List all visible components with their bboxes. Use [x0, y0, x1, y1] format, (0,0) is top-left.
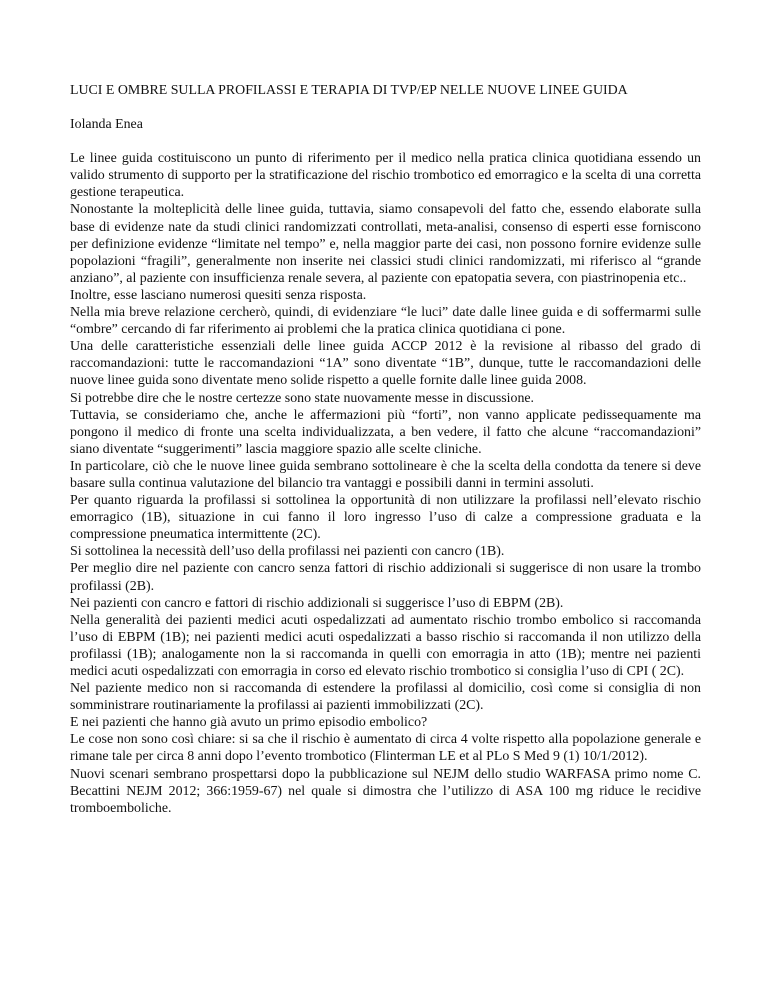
paragraph: In particolare, ciò che le nuove linee guida sembrano sottolineare è che la scelta della condotta da tenere si deve basare sulla continua valutazione del bilancio tra vantaggi e possibili danni in termini assoluti.: [70, 458, 701, 491]
paragraph: Per quanto riguarda la profilassi si sottolinea la opportunità di non utilizzare la profilassi nell’elevato rischio emorragico (1B), situazione in cui fanno il loro ingresso l’uso di calze a compressione graduata e la compressione pneumatica intermittente (2C).: [70, 493, 701, 543]
paragraph: Nonostante la molteplicità delle linee guida, tuttavia, siamo consapevoli del fatto che, essendo elaborate sulla base di evidenze nate da studi clinici randomizzati controllati, meta-analisi, consenso di esperti esse forniscono per definizione evidenze “limitate nel tempo” e, nella maggior parte dei casi, non possono fornire evidenze sulle popolazioni “fragili”, generalmente non inserite nei classici studi clinici randomizzati, mi riferisco al “grande anziano”, al paziente con insufficienza renale severa, al paziente con epatopatia severa, con piastrinopenia etc..: [70, 202, 701, 286]
document-page: [70, 82, 701, 817]
paragraph: Tuttavia, se consideriamo che, anche le affermazioni più “forti”, non vanno applicate pedissequamente ma pongono il medico di fronte una scelta individualizzata, a ben vedere, il fatto che alcune “raccomandazioni” siano diventate “suggerimenti” lascia maggiore spazio alle scelte cliniche.: [70, 407, 701, 457]
paragraph: Le linee guida costituiscono un punto di riferimento per il medico nella pratica clinica quotidiana essendo un valido strumento di supporto per la stratificazione del rischio trombotico ed emorragico e la scelta di una corretta gestione terapeutica.: [70, 151, 701, 201]
author-name: Iolanda Enea: [70, 117, 143, 133]
paragraph: Nuovi scenari sembrano prospettarsi dopo la pubblicazione sul NEJM dello studio WARFASA primo nome C. Becattini NEJM 2012; 366:1959-67) nel quale si dimostra che l’utilizzo di ASA 100 mg riduce le recidive tromboemboliche.: [70, 766, 701, 816]
document-body: [70, 150, 701, 817]
paragraph: Per meglio dire nel paziente con cancro senza fattori di rischio addizionali si suggerisce di non usare la trombo profilassi (2B).: [70, 561, 701, 594]
paragraph: Le cose non sono così chiare: si sa che il rischio è aumentato di circa 4 volte rispetto alla popolazione generale e rimane tale per circa 8 anni dopo l’evento trombotico (Flinterman LE et al PLo S Med 9 (1) 10/1/2012).: [70, 732, 701, 765]
paragraph: E nei pazienti che hanno già avuto un primo episodio embolico?: [70, 715, 428, 731]
document-title: LUCI E OMBRE SULLA PROFILASSI E TERAPIA DI TVP/EP NELLE NUOVE LINEE GUIDA: [70, 83, 628, 98]
paragraph: Nel paziente medico non si raccomanda di estendere la profilassi al domicilio, così come si consiglia di non somministrare routinariamente la profilassi ai pazienti immobilizzati (2C).: [70, 681, 701, 714]
paragraph: Si sottolinea la necessità dell’uso della profilassi nei pazienti con cancro (1B).: [70, 544, 505, 560]
paragraph: Nei pazienti con cancro e fattori di rischio addizionali si suggerisce l’uso di EBPM (2B).: [70, 595, 564, 611]
paragraph: Nella generalità dei pazienti medici acuti ospedalizzati ad aumentato rischio trombo embolico si raccomanda l’uso di EBPM (1B); nei pazienti medici acuti ospedalizzati a basso rischio si raccomanda il non utilizzo della profilassi (1B); analogamente non la si raccomanda in quelli con emorragia in atto (1B); mentre nei pazienti medici acuti ospedalizzati con emorragia in corso ed elevato rischio trombotico si consiglia l’uso di CPI ( 2C).: [70, 612, 701, 679]
paragraph: Una delle caratteristiche essenziali delle linee guida ACCP 2012 è la revisione al ribasso del grado di raccomandazioni: tutte le raccomandazioni “1A” sono diventate “1B”, dunque, tutte le raccomandazioni delle nuove linee guida sono diventate meno solide rispetto a quelle fornite dalle linee guida 2008.: [70, 339, 701, 389]
paragraph: Inoltre, esse lasciano numerosi quesiti senza risposta.: [70, 287, 367, 303]
paragraph: Nella mia breve relazione cercherò, quindi, di evidenziare “le luci” date dalle linee guida e di soffermarmi sulle “ombre” cercando di far riferimento ai problemi che la pratica clinica quotidiana ci pone.: [70, 305, 701, 338]
paragraph: Si potrebbe dire che le nostre certezze sono state nuovamente messe in discussione.: [70, 390, 535, 406]
